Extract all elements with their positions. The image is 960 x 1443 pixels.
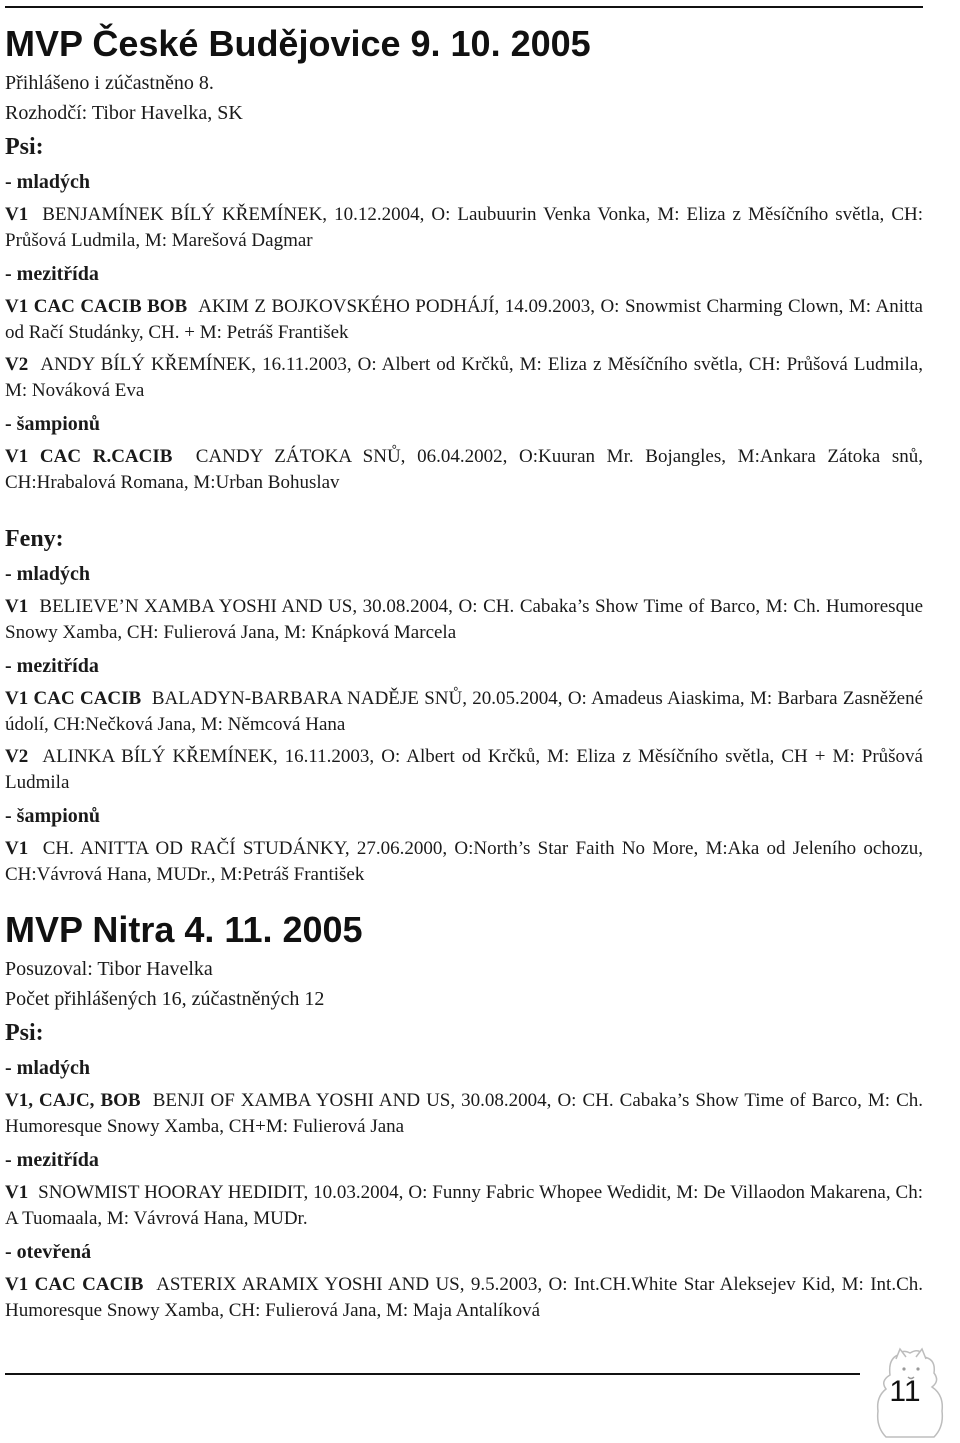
result-details: ALINKA BÍLÝ KŘEMÍNEK, 16.11.2003, O: Albert od Krčků, M: Eliza z Měsíčního světla, CH + M: Průšová Ludmila [5,746,923,793]
class-heading: - otevřená [5,1241,92,1263]
class-heading: - mladých [5,1057,90,1079]
result-entry [5,1088,923,1140]
class-heading: - mladých [5,171,90,193]
result-titles: V2 [5,354,29,375]
sex-heading-dogs: Psi: [5,1020,44,1046]
result-titles: V1 [5,838,29,859]
sex-heading-dogs: Psi: [5,134,44,160]
class-heading: - šampionů [5,805,101,827]
result-details: CANDY ZÁTOKA SNŮ, 06.04.2002, O:Kuuran Mr. Bojangles, M:Ankara Zátoka snů, CH:Hrabalová Romana, M:Urban Bohuslav [5,446,924,493]
result-titles: V1 CAC CACIB BOB [5,296,188,317]
result-titles: V1 CAC CACIB [5,1274,144,1295]
result-titles: V1, CAJC, BOB [5,1090,141,1111]
class-heading: - mezitřída [5,655,99,677]
show-entries-count: Přihlášeno i zúčastněno 8. [5,72,214,94]
show-section-nitra [5,906,923,1324]
result-entry [5,1180,923,1232]
result-details: ANDY BÍLÝ KŘEMÍNEK, 16.11.2003, O: Albert od Krčků, M: Eliza z Měsíčního světla, CH: Průšová Ludmila, M: Nováková Eva [5,354,923,401]
class-heading: - mezitřída [5,1149,99,1171]
result-titles: V1 CAC CACIB [5,688,142,709]
class-heading: - mladých [5,563,90,585]
show-title: MVP České Budějovice 9. 10. 2005 [5,23,591,64]
show-section-ceske-budejovice [5,20,923,888]
result-titles: V1 [5,204,29,225]
show-judge: Posuzoval: Tibor Havelka [5,958,213,980]
result-entry [5,1272,923,1324]
page-content [5,20,923,1330]
result-entry [5,294,923,346]
result-details: ASTERIX ARAMIX YOSHI AND US, 9.5.2003, O: Int.CH.White Star Aleksejev Kid, M: Int.Ch. Humoresque Snowy Xamba, CH: Fulierová Jana, M: Maja Antalíková [5,1274,923,1321]
result-titles: V1 CAC R.CACIB [5,446,173,467]
top-rule [5,6,923,8]
result-entry [5,352,923,404]
result-titles: V1 [5,1182,29,1203]
sex-heading-bitches: Feny: [5,526,64,552]
result-entry [5,444,923,496]
show-judge: Rozhodčí: Tibor Havelka, SK [5,102,243,124]
result-details: BELIEVE’N XAMBA YOSHI AND US, 30.08.2004, O: CH. Cabaka’s Show Time of Barco, M: Ch. Humoresque Snowy Xamba, CH: Fulierová Jana, M: Knápková Marcela [5,596,924,643]
result-entry [5,744,923,796]
result-titles: V1 [5,596,29,617]
result-entry [5,594,923,646]
result-details: SNOWMIST HOORAY HEDIDIT, 10.03.2004, O: Funny Fabric Whopee Wedidit, M: De Villaodon Makarena, Ch: A Tuomaala, M: Vávrová Hana, MUDr. [5,1182,923,1229]
result-titles: V2 [5,746,29,767]
result-entry [5,686,923,738]
bottom-rule [5,1373,860,1375]
result-details: BALADYN-BARBARA NADĚJE SNŮ, 20.05.2004, O: Amadeus Aiaskima, M: Barbara Zasněžené údolí, CH:Nečková Jana, M: Němcová Hana [5,688,924,735]
class-heading: - mezitřída [5,263,99,285]
result-details: AKIM Z BOJKOVSKÉHO PODHÁJÍ, 14.09.2003, O: Snowmist Charming Clown, M: Anitta od Račí Studánky, CH. + M: Petráš František [5,296,923,343]
show-title: MVP Nitra 4. 11. 2005 [5,909,363,950]
result-entry [5,836,923,888]
show-entries-count: Počet přihlášených 16, zúčastněných 12 [5,988,325,1010]
page-number: 11 [889,1375,921,1408]
result-entry [5,202,923,254]
result-details: BENJI OF XAMBA YOSHI AND US, 30.08.2004, O: CH. Cabaka’s Show Time of Barco, M: Ch. Humoresque Snowy Xamba, CH+M: Fulierová Jana [5,1090,924,1137]
result-details: BENJAMÍNEK BÍLÝ KŘEMÍNEK, 10.12.2004, O: Laubuurin Venka Vonka, M: Eliza z Měsíčního světla, CH: Průšová Ludmila, M: Marešová Dagmar [5,204,924,251]
class-heading: - šampionů [5,413,101,435]
result-details: CH. ANITTA OD RAČÍ STUDÁNKY, 27.06.2000, O:North’s Star Faith No More, M:Aka od Jeleního ochozu, CH:Vávrová Hana, MUDr., M:Petráš František [5,838,923,885]
